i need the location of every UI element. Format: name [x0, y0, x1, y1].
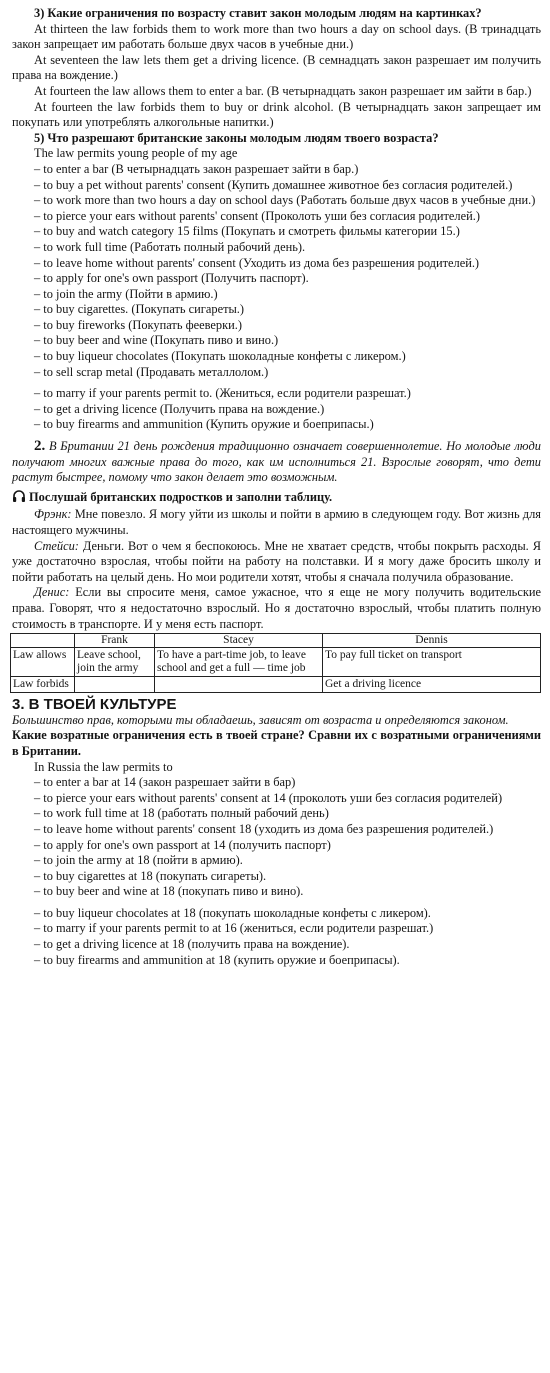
list-item: – to buy cigarettes at 18 (покупать сигареты).: [34, 868, 267, 883]
table-header-cell: Dennis: [323, 634, 541, 648]
list-item: – to sell scrap metal (Продавать металлолом.): [34, 364, 269, 379]
list-item: – to buy liqueur chocolates at 18 (покупать шоколадные конфеты с ликером).: [34, 905, 431, 920]
speaker-line: [12, 507, 541, 538]
list-item: – to apply for one's own passport (Получить паспорт).: [34, 271, 309, 286]
table-row: [11, 677, 541, 693]
table-cell: Leave school, join the army: [75, 648, 155, 677]
instruction-text: Послушай британских подростков и заполни таблицу.: [29, 489, 333, 504]
table-header-cell: Stacey: [155, 634, 323, 648]
answer-paragraph: At thirteen the law forbids them to work more than two hours a day on school days. (В тринадцать закон запрещает им работать больше двух часов в учебные дни.): [12, 21, 541, 52]
list-item: – to leave home without parents' consent 18 (уходить из дома без разрешения родителей.): [34, 821, 494, 836]
list-item: – to buy fireworks (Покупать фееверки.): [34, 317, 242, 332]
list-item: – to enter a bar at 14 (закон разрешает зайти в бар): [34, 775, 296, 790]
list-item: – to buy firearms and ammunition (Купить оружие и боеприпасы.): [34, 417, 374, 432]
table-cell: To have a part-time job, to leave school and get a full — time job: [155, 648, 323, 677]
speaker-name: Фрэнк:: [34, 507, 72, 522]
list-intro: In Russia the law permits to: [34, 759, 173, 774]
culture-question: Какие возратные ограничения есть в твоей стране? Сравни их с возратными ограничениями в Британии.: [12, 728, 541, 758]
table-header-row: [11, 634, 541, 648]
exercise-number: 2.: [34, 438, 46, 455]
list-item: – to buy firearms and ammunition at 18 (купить оружие и боеприпасы).: [34, 952, 400, 967]
list-item: – to enter a bar (В четырнадцать закон разрешает зайти в бар.): [34, 161, 359, 176]
list-item: – to work more than two hours a day on school days (Работать больше двух часов в учебные дни.): [34, 193, 536, 208]
table-header-cell: Frank: [75, 634, 155, 648]
exercise-2-text: [12, 439, 541, 486]
speaker-text: Деньги. Вот о чем я беспокоюсь. Мне не хватает средств, чтобы покрыть расходы. Я уже достаточно взрослая, чтобы пойти на работу на полставки. И я могу даже бросить школу и пойти работать на целый день. Но мои родители хотят, чтобы я сначала получила образование.: [12, 538, 541, 584]
headphones-icon: [12, 489, 26, 508]
speaker-line: [12, 539, 541, 586]
list-item: – to buy beer and wine at 18 (покупать пиво и вино).: [34, 884, 304, 899]
list-item: – to join the army at 18 (пойти в армию).: [34, 853, 243, 868]
list-item: – to buy liqueur chocolates (Покупать шоколадные конфеты с ликером.): [34, 349, 406, 364]
section-title: 3. В ТВОЕЙ КУЛЬТУРЕ: [12, 696, 177, 714]
table-cell: To pay full ticket on transport: [323, 648, 541, 677]
table-cell: Law forbids: [11, 677, 75, 693]
question-3: 3) Какие ограничения по возрасту ставит закон молодым людям на картинках?: [34, 6, 482, 20]
list-item: – to buy beer and wine (Покупать пиво и вино.): [34, 333, 279, 348]
list-item: – to leave home without parents' consent (Уходить из дома без разрешения родителей.): [34, 255, 480, 270]
speaker-text: Мне повезло. Я могу уйти из школы и пойти в армию в следующем году. Вот жизнь для настоящего мужчины.: [12, 507, 541, 537]
list-item: – to join the army (Пойти в армию.): [34, 286, 218, 301]
question-5: 5) Что разрешают британские законы молодым людям твоего возраста?: [34, 130, 439, 145]
list-item: – to marry if your parents permit to. (Жениться, если родители разрешат.): [34, 386, 411, 401]
list-item: – to apply for one's own passport at 14 (получить паспорт): [34, 837, 331, 852]
list-intro: The law permits young people of my age: [34, 146, 238, 161]
table-cell: [155, 677, 323, 693]
speaker-line: [12, 585, 541, 632]
table-header-cell: [11, 634, 75, 648]
speaker-name: Денис:: [34, 585, 70, 600]
list-item: – to buy and watch category 15 films (Покупать и смотреть фильмы категории 15.): [34, 224, 460, 239]
list-item: – to buy cigarettes. (Покупать сигареты.): [34, 302, 245, 317]
list-item: – to pierce your ears without parents' consent (Проколоть уши без согласия родителей.): [34, 208, 480, 223]
list-item: – to work full time at 18 (работать полный рабочий день): [34, 806, 329, 821]
speaker-name: Стейси:: [34, 538, 79, 553]
table-cell: Get a driving licence: [323, 677, 541, 693]
table-cell: Law allows: [11, 648, 75, 677]
answer-paragraph: At fourteen the law forbids them to buy or drink alcohol. (В четырнадцать закон запрещает им покупать или употреблять алкогольные напитки.): [12, 99, 541, 130]
answer-table: [10, 633, 541, 693]
list-item: – to pierce your ears without parents' consent at 14 (проколоть уши без согласия родителей): [34, 790, 503, 805]
table-row: [11, 648, 541, 677]
list-item: – to buy a pet without parents' consent (Купить домашнее животное без согласия родителей.): [34, 177, 513, 192]
speaker-text: Если вы спросите меня, самое ужасное, что я еще не могу получить водительские права. Говорят, что я недостаточно взрослый. Но я достаточно взрослый, чтобы платить полную стоимость в транспорте. И у меня есть паспорт.: [12, 585, 541, 631]
exercise-2-body: В Британии 21 день рождения традиционно означает совершеннолетие. Но молодые люди получают многих важные права до того, как им исполниться 21. Взрослые говорят, что дети растут быстрее, помому что закон делает это возможным.: [12, 439, 541, 485]
section-subtitle: Большинство прав, которыми ты обладаешь, зависят от возраста и определяются законом.: [12, 712, 509, 727]
answer-paragraph: At seventeen the law lets them get a driving licence. (В семнадцать закон разрешает им получить права на вождение.): [12, 52, 541, 83]
list-item: – to get a driving licence (Получить права на вождение.): [34, 401, 325, 416]
answer-paragraph: At fourteen the law allows them to enter a bar. (В четырнадцать закон разрешает им зайти в бар.): [34, 83, 532, 98]
listen-instruction: [12, 489, 541, 508]
list-item: – to work full time (Работать полный рабочий день).: [34, 239, 306, 254]
list-item: – to marry if your parents permit to at 16 (жениться, если родители разрешат.): [34, 921, 434, 936]
table-cell: [75, 677, 155, 693]
list-item: – to get a driving licence at 18 (получить права на вождение).: [34, 937, 350, 952]
